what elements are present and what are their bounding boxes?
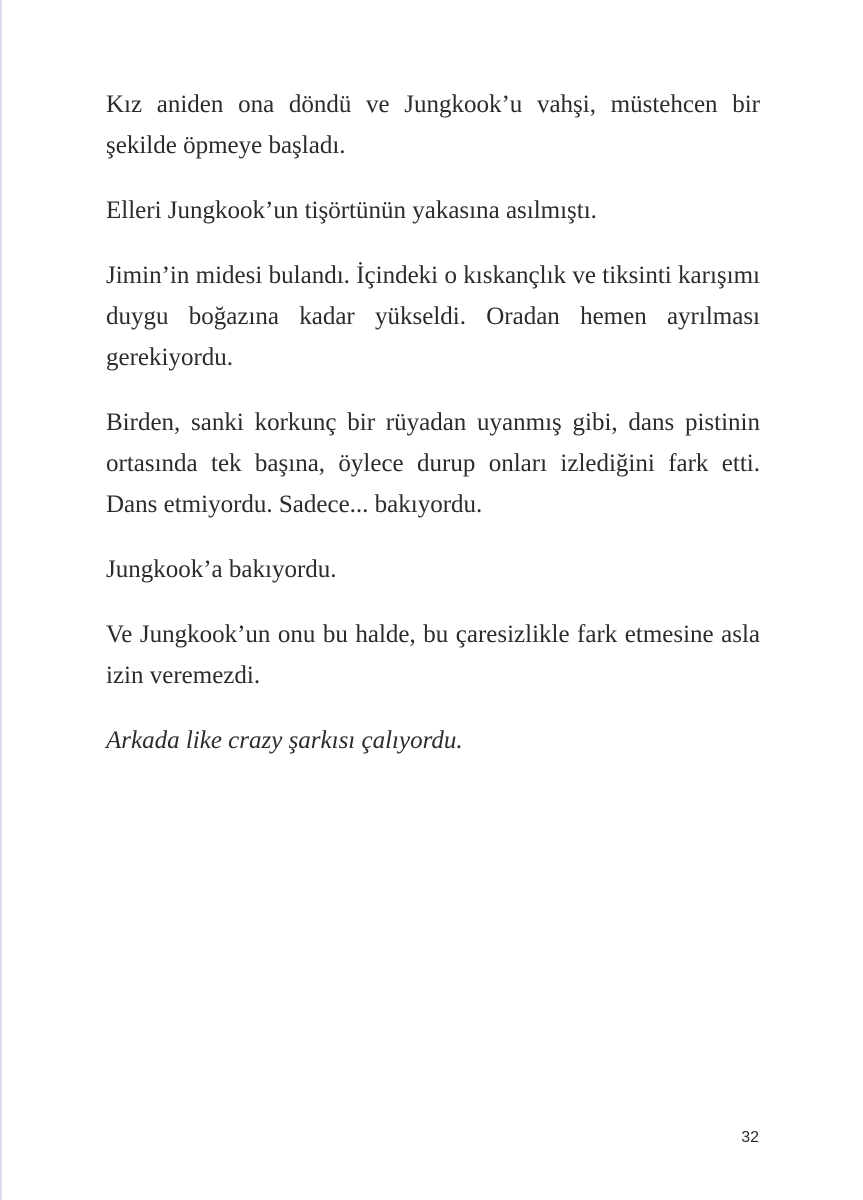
paragraph: Jimin’in midesi bulandı. İçindeki o kıskançlık ve tiksinti karışımı duygu boğazına kadar yükseldi. Oradan hemen ayrılması gerekiyordu. xyxy=(106,262,760,371)
italic-paragraph: Arkada like crazy şarkısı çalıyordu. xyxy=(106,727,463,754)
paragraph: Ve Jungkook’un onu bu halde, bu çaresizlikle fark etmesine asla izin veremezdi. xyxy=(106,621,760,689)
paragraph: Birden, sanki korkunç bir rüyadan uyanmış gibi, dans pistinin ortasında tek başına, öylece durup onları izlediğini fark etti. Dans etmiyordu. Sadece... bakıyordu. xyxy=(106,409,760,518)
page-number: 32 xyxy=(741,1129,759,1146)
paragraph: Elleri Jungkook’un tişörtünün yakasına asılmıştı. xyxy=(106,197,597,224)
paragraph: Jungkook’a bakıyordu. xyxy=(106,556,337,583)
paragraph: Kız aniden ona döndü ve Jungkook’u vahşi, müstehcen bir şekilde öpmeye başladı. xyxy=(106,91,760,159)
body-text xyxy=(106,84,760,785)
